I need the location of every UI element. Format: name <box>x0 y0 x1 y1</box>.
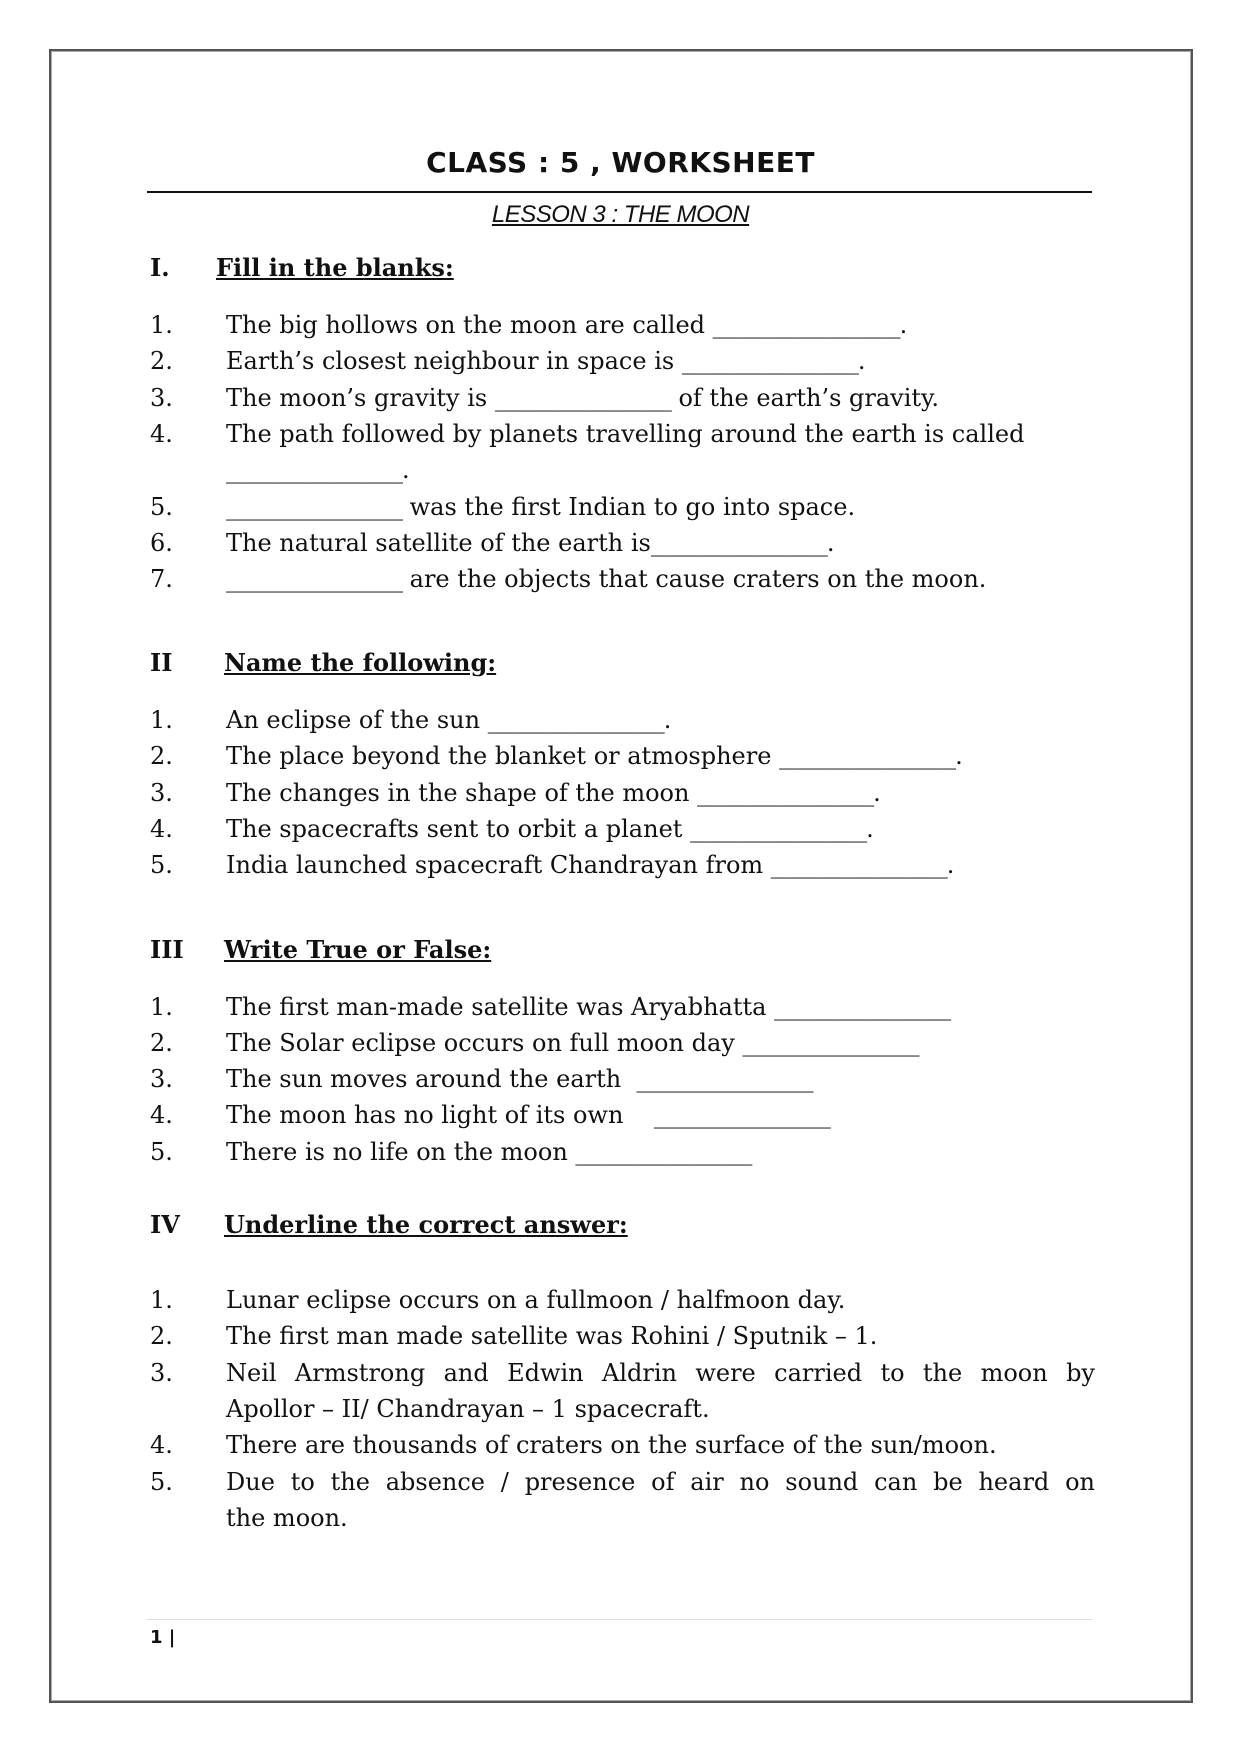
item-text: Due to the absence / presence of air no sound can be heard on <box>226 1468 1095 1496</box>
item-text: India launched spacecraft Chandrayan from ________________. <box>226 851 955 879</box>
item-text: ________________. <box>226 456 410 484</box>
answer-blank[interactable]: _________________ <box>712 311 900 339</box>
item-number: 4. <box>150 815 173 843</box>
item-text: The place beyond the blanket or atmosphere ________________. <box>226 742 963 770</box>
item-text: The first man made satellite was Rohini / Sputnik – 1. <box>226 1322 878 1350</box>
item-number: 1. <box>150 706 173 734</box>
item-text: There are thousands of craters on the surface of the sun/moon. <box>226 1431 997 1459</box>
lesson-heading: LESSON 3 : THE MOON <box>491 201 750 228</box>
answer-blank[interactable]: ________________ <box>681 347 858 375</box>
item-number: 5. <box>150 493 173 521</box>
item-number: 2. <box>150 1322 173 1350</box>
section-number: IV <box>150 1210 180 1239</box>
answer-blank[interactable]: ________________ <box>487 706 664 734</box>
section-title: Name the following: <box>224 648 497 677</box>
item-text: Lunar eclipse occurs on a fullmoon / halfmoon day. <box>226 1286 846 1314</box>
item-text: ________________ are the objects that cause craters on the moon. <box>226 565 987 593</box>
answer-blank[interactable]: ________________ <box>690 815 867 843</box>
answer-blank[interactable]: ________________ <box>653 1101 830 1129</box>
section-title: Write True or False: <box>224 935 492 964</box>
section-number: III <box>150 935 184 964</box>
answer-blank[interactable]: ________________ <box>226 456 402 484</box>
page-number: 1 | <box>150 1627 176 1648</box>
item-text: The path followed by planets travelling around the earth is called <box>226 420 1025 448</box>
answer-blank[interactable]: ________________ <box>226 565 402 593</box>
section-title: Underline the correct answer: <box>224 1210 628 1239</box>
item-number: 2. <box>150 1029 173 1057</box>
item-text: Earth’s closest neighbour in space is ________________. <box>226 347 866 375</box>
item-number: 5. <box>150 851 173 879</box>
item-text: Apollor – II/ Chandrayan – 1 spacecraft. <box>226 1395 710 1423</box>
item-text: There is no life on the moon ________________ <box>226 1138 752 1166</box>
item-number: 3. <box>150 779 173 807</box>
item-text: the moon. <box>226 1504 348 1532</box>
answer-blank[interactable]: ________________ <box>770 851 947 879</box>
item-text: The spacecrafts sent to orbit a planet ________________. <box>226 815 874 843</box>
item-text: ________________ was the first Indian to go into space. <box>226 493 856 521</box>
section-title: Fill in the blanks: <box>216 253 454 282</box>
item-number: 5. <box>150 1468 173 1496</box>
answer-blank[interactable]: ________________ <box>697 779 874 807</box>
item-text: The changes in the shape of the moon ________________. <box>226 779 881 807</box>
answer-blank[interactable]: ________________ <box>575 1138 752 1166</box>
item-text: The sun moves around the earth ________________ <box>226 1065 813 1093</box>
answer-blank[interactable]: ________________ <box>779 742 956 770</box>
answer-blank[interactable]: ________________ <box>742 1029 919 1057</box>
item-text: The natural satellite of the earth is________________. <box>226 529 835 557</box>
item-number: 4. <box>150 420 173 448</box>
answer-blank[interactable]: ________________ <box>650 529 827 557</box>
title-divider <box>147 191 1092 193</box>
item-number: 6. <box>150 529 173 557</box>
item-number: 4. <box>150 1101 173 1129</box>
section-number: II <box>150 648 173 677</box>
item-number: 4. <box>150 1431 173 1459</box>
item-text: Neil Armstrong and Edwin Aldrin were carried to the moon by <box>226 1359 1095 1387</box>
item-number: 3. <box>150 1359 173 1387</box>
item-text: An eclipse of the sun ________________. <box>226 706 672 734</box>
item-number: 7. <box>150 565 173 593</box>
item-number: 3. <box>150 384 173 412</box>
worksheet-title: CLASS : 5 , WORKSHEET <box>426 146 815 179</box>
item-text: The Solar eclipse occurs on full moon day ________________ <box>226 1029 919 1057</box>
item-number: 1. <box>150 1286 173 1314</box>
item-number: 3. <box>150 1065 173 1093</box>
item-number: 2. <box>150 347 173 375</box>
answer-blank[interactable]: ________________ <box>494 384 671 412</box>
footer-divider <box>147 1619 1092 1620</box>
section-number: I. <box>150 253 170 282</box>
item-number: 1. <box>150 993 173 1021</box>
item-number: 2. <box>150 742 173 770</box>
item-text: The big hollows on the moon are called _________________. <box>226 311 908 339</box>
item-number: 5. <box>150 1138 173 1166</box>
answer-blank[interactable]: ________________ <box>226 493 402 521</box>
item-text: The moon has no light of its own ________________ <box>226 1101 830 1129</box>
item-number: 1. <box>150 311 173 339</box>
item-text: The moon’s gravity is ________________ of the earth’s gravity. <box>226 384 940 412</box>
answer-blank[interactable]: ________________ <box>636 1065 813 1093</box>
answer-blank[interactable]: ________________ <box>774 993 951 1021</box>
item-text: The first man-made satellite was Aryabhatta ________________ <box>226 993 951 1021</box>
